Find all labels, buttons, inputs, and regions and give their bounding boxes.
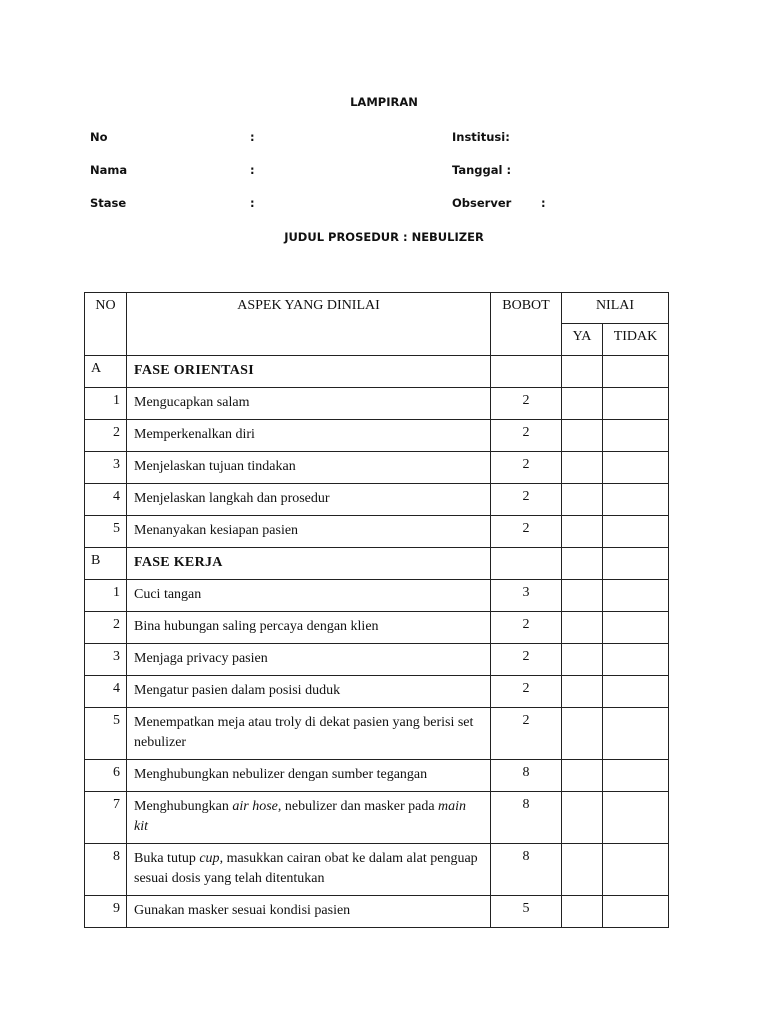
- row-aspek: Cuci tangan: [127, 580, 491, 612]
- header-tidak: TIDAK: [603, 324, 669, 356]
- document-title: LAMPIRAN: [350, 95, 418, 109]
- row-bobot: 2: [491, 516, 562, 548]
- row-no: 3: [85, 452, 127, 484]
- ya-cell[interactable]: [562, 388, 603, 420]
- table-row: [85, 844, 669, 896]
- row-aspek: Menghubungkan nebulizer dengan sumber tegangan: [127, 760, 491, 792]
- table-row: [85, 708, 669, 760]
- section-code: A: [85, 356, 127, 388]
- section-name: FASE ORIENTASI: [127, 356, 491, 388]
- row-no: 6: [85, 760, 127, 792]
- row-bobot: 2: [491, 644, 562, 676]
- section-name: FASE KERJA: [127, 548, 491, 580]
- ya-cell[interactable]: [562, 356, 603, 388]
- field-nama-label: Nama: [90, 163, 128, 177]
- field-nama-sep: :: [250, 163, 255, 177]
- row-bobot: 2: [491, 676, 562, 708]
- header-bobot: BOBOT: [491, 293, 562, 356]
- row-no: 5: [85, 708, 127, 760]
- table-row: [85, 388, 669, 420]
- ya-cell[interactable]: [562, 612, 603, 644]
- row-aspek: Menjelaskan tujuan tindakan: [127, 452, 491, 484]
- ya-cell[interactable]: [562, 760, 603, 792]
- header-aspek: ASPEK YANG DINILAI: [127, 293, 491, 356]
- table-row: [85, 792, 669, 844]
- row-aspek: Gunakan masker sesuai kondisi pasien: [127, 896, 491, 928]
- row-bobot: 2: [491, 708, 562, 760]
- row-aspek: Bina hubungan saling percaya dengan klien: [127, 612, 491, 644]
- row-aspek: Menjaga privacy pasien: [127, 644, 491, 676]
- row-bobot: 2: [491, 420, 562, 452]
- field-institusi-label: Institusi:: [452, 130, 510, 144]
- row-no: 1: [85, 388, 127, 420]
- row-no: 2: [85, 420, 127, 452]
- row-bobot: 2: [491, 484, 562, 516]
- tidak-cell[interactable]: [603, 708, 669, 760]
- row-aspek: Menjelaskan langkah dan prosedur: [127, 484, 491, 516]
- tidak-cell[interactable]: [603, 356, 669, 388]
- tidak-cell[interactable]: [603, 388, 669, 420]
- section-row-b: [85, 548, 669, 580]
- header-no: NO: [85, 293, 127, 356]
- row-bobot: 5: [491, 896, 562, 928]
- row-aspek: Memperkenalkan diri: [127, 420, 491, 452]
- field-observer-label: Observer: [452, 196, 512, 210]
- table-row: [85, 644, 669, 676]
- row-no: 1: [85, 580, 127, 612]
- table-row: [85, 760, 669, 792]
- section-code: B: [85, 548, 127, 580]
- table-row: [85, 676, 669, 708]
- assessment-table: [84, 292, 669, 928]
- row-bobot: 3: [491, 580, 562, 612]
- ya-cell[interactable]: [562, 580, 603, 612]
- row-aspek: Menghubungkan air hose, nebulizer dan masker pada main kit: [127, 792, 491, 844]
- field-stase-label: Stase: [90, 196, 127, 210]
- tidak-cell[interactable]: [603, 792, 669, 844]
- tidak-cell[interactable]: [603, 676, 669, 708]
- ya-cell[interactable]: [562, 484, 603, 516]
- row-aspek: Menanyakan kesiapan pasien: [127, 516, 491, 548]
- row-bobot: 8: [491, 760, 562, 792]
- ya-cell[interactable]: [562, 708, 603, 760]
- field-stase-sep: :: [250, 196, 255, 210]
- tidak-cell[interactable]: [603, 484, 669, 516]
- field-no-sep: :: [250, 130, 255, 144]
- tidak-cell[interactable]: [603, 580, 669, 612]
- table-row: [85, 516, 669, 548]
- table-row: [85, 580, 669, 612]
- header-ya: YA: [562, 324, 603, 356]
- bobot-cell: [491, 356, 562, 388]
- header-nilai: NILAI: [562, 293, 669, 324]
- ya-cell[interactable]: [562, 896, 603, 928]
- field-no-label: No: [90, 130, 108, 144]
- field-observer-sep: :: [541, 196, 546, 210]
- row-aspek: Mengatur pasien dalam posisi duduk: [127, 676, 491, 708]
- row-no: 9: [85, 896, 127, 928]
- row-bobot: 8: [491, 844, 562, 896]
- row-no: 5: [85, 516, 127, 548]
- bobot-cell: [491, 548, 562, 580]
- tidak-cell[interactable]: [603, 452, 669, 484]
- row-aspek: Buka tutup cup, masukkan cairan obat ke dalam alat penguap sesuai dosis yang telah ditentukan: [127, 844, 491, 896]
- field-tanggal-label: Tanggal :: [452, 163, 512, 177]
- row-bobot: 2: [491, 388, 562, 420]
- ya-cell[interactable]: [562, 516, 603, 548]
- section-row-a: [85, 356, 669, 388]
- row-no: 4: [85, 676, 127, 708]
- row-bobot: 2: [491, 612, 562, 644]
- tidak-cell[interactable]: [603, 896, 669, 928]
- tidak-cell[interactable]: [603, 760, 669, 792]
- row-bobot: 8: [491, 792, 562, 844]
- row-no: 4: [85, 484, 127, 516]
- row-aspek: Menempatkan meja atau troly di dekat pasien yang berisi set nebulizer: [127, 708, 491, 760]
- tidak-cell[interactable]: [603, 844, 669, 896]
- ya-cell[interactable]: [562, 548, 603, 580]
- table-row: [85, 420, 669, 452]
- procedure-title: JUDUL PROSEDUR : NEBULIZER: [284, 230, 484, 244]
- ya-cell[interactable]: [562, 676, 603, 708]
- tidak-cell[interactable]: [603, 420, 669, 452]
- row-bobot: 2: [491, 452, 562, 484]
- table-row: [85, 484, 669, 516]
- row-no: 7: [85, 792, 127, 844]
- table-row: [85, 452, 669, 484]
- row-no: 3: [85, 644, 127, 676]
- tidak-cell[interactable]: [603, 644, 669, 676]
- ya-cell[interactable]: [562, 644, 603, 676]
- row-aspek: Mengucapkan salam: [127, 388, 491, 420]
- tidak-cell[interactable]: [603, 612, 669, 644]
- table-row: [85, 896, 669, 928]
- row-no: 8: [85, 844, 127, 896]
- ya-cell[interactable]: [562, 792, 603, 844]
- ya-cell[interactable]: [562, 844, 603, 896]
- ya-cell[interactable]: [562, 420, 603, 452]
- ya-cell[interactable]: [562, 452, 603, 484]
- tidak-cell[interactable]: [603, 516, 669, 548]
- row-no: 2: [85, 612, 127, 644]
- table-row: [85, 612, 669, 644]
- tidak-cell[interactable]: [603, 548, 669, 580]
